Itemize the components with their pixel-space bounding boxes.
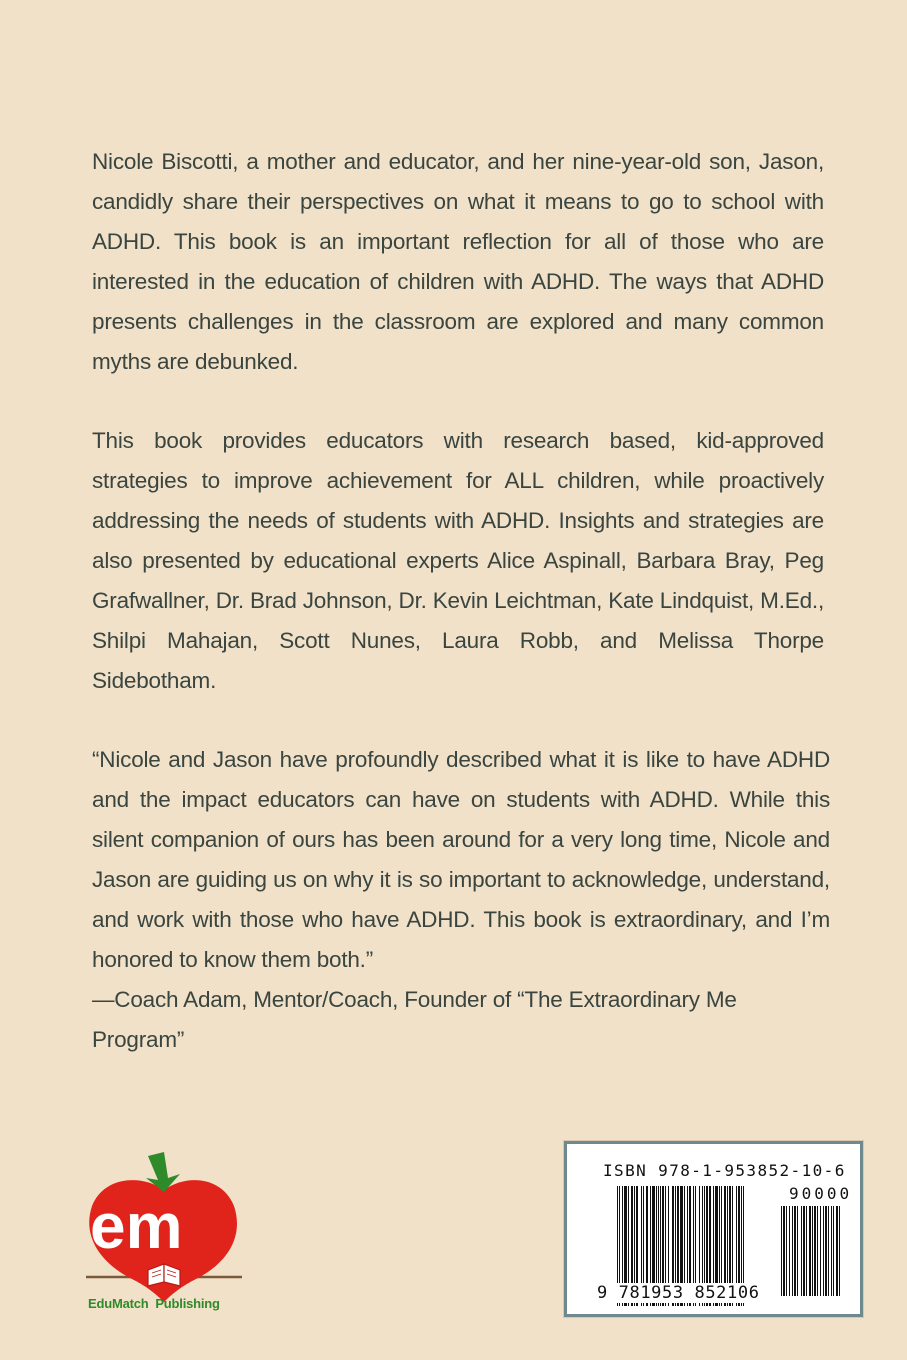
price-code: 90000 (789, 1184, 853, 1203)
logo-letters: em (90, 1190, 183, 1262)
barcode-bar (823, 1206, 824, 1296)
barcode-bar (836, 1206, 838, 1296)
barcode-bar (820, 1206, 821, 1296)
barcode-bar (831, 1206, 832, 1296)
description-paragraph-2: This book provides educators with research based, kid-approved strategies to improve achievement for ALL children, while proactively addressing the needs of students with ADHD. Insights and strategies are also presented by educational experts Alice Aspinall, Barbara Bray, Peg Grafwallner, Dr. Brad Johnson, Dr. Kevin Leichtman, Kate Lindquist, M.Ed., Shilpi Mahajan, Scott Nunes, Laura Robb, and Melissa Thorpe Sidebotham. (92, 428, 824, 693)
testimonial-quote: “Nicole and Jason have profoundly described what it is like to have ADHD and the impact educators can have on students with ADHD. While this silent companion of ours has been around for a very long time, Nicole and Jason are guiding us on why it is so important to acknowledge, understand, and work with those who have ADHD. This book is extraordinary, and I’m honored to know them both.” (92, 747, 830, 972)
testimonial (92, 740, 830, 1060)
barcode-bar (789, 1206, 790, 1296)
barcode-bar (828, 1206, 829, 1296)
barcode-bar (817, 1206, 818, 1296)
barcode-bar (783, 1206, 785, 1296)
ean-digits: 9 781953 852106 (597, 1283, 760, 1303)
isbn-label: ISBN 978-1-953852-10-6 (603, 1161, 846, 1180)
barcode-bar (794, 1206, 796, 1296)
description-paragraph-1: Nicole Biscotti, a mother and educator, and her nine-year-old son, Jason, candidly share their perspectives on what it means to go to school with ADHD. This book is an important reflection for all of those who are interested in the education of children with ADHD. The ways that ADHD presents challenges in the classroom are explored and many common myths are debunked. (92, 149, 824, 374)
barcode-bar (792, 1206, 793, 1296)
barcode-bar (797, 1206, 798, 1296)
barcode-bar (806, 1206, 807, 1296)
barcode-bar (781, 1206, 782, 1296)
publisher-name: EduMatch Publishing (88, 1296, 220, 1311)
barcode-bar (839, 1206, 840, 1296)
barcode-bar (801, 1206, 802, 1296)
barcode-bar (786, 1206, 787, 1296)
barcode-bars-addon (781, 1206, 857, 1296)
isbn-barcode (564, 1141, 863, 1317)
apple-em-logo-icon (82, 1150, 247, 1315)
barcode-bar (809, 1206, 811, 1296)
barcode-bar (833, 1206, 834, 1296)
testimonial-attribution: —Coach Adam, Mentor/Coach, Founder of “The Extraordinary Me Program” (92, 987, 737, 1052)
barcode-bar (825, 1206, 827, 1296)
barcode-bar (814, 1206, 816, 1296)
barcode-bar (803, 1206, 805, 1296)
barcode-bar (812, 1206, 813, 1296)
